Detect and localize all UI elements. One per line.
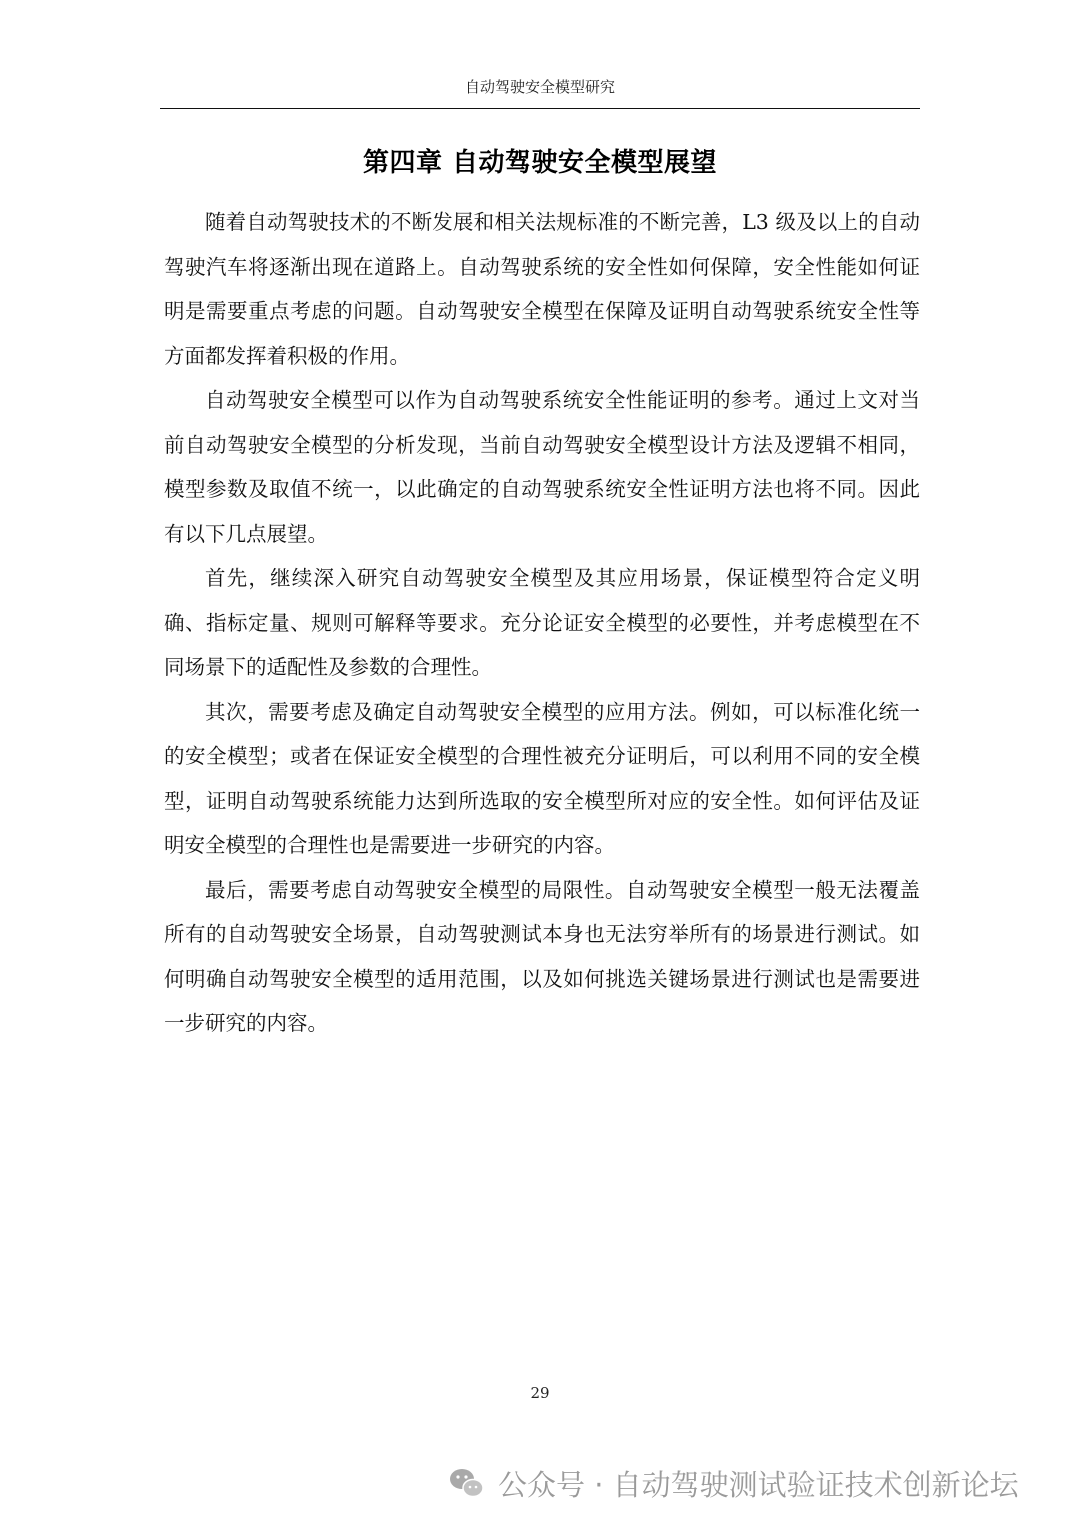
paragraph-5: 最后，需要考虑自动驾驶安全模型的局限性。自动驾驶安全模型一般无法覆盖所有的自动驾驶安全场景，自动驾驶测试本身也无法穷举所有的场景进行测试。如何明确自动驾驶安全模型的适用范围，以及如何挑选关键场景进行测试也是需要进一步研究的内容。 xyxy=(164,877,920,1035)
body-text xyxy=(164,200,920,1046)
running-header: 自动驾驶安全模型研究 xyxy=(464,78,615,96)
watermark xyxy=(448,1458,1019,1508)
header-rule xyxy=(160,108,920,109)
wechat-icon xyxy=(448,1467,486,1499)
paragraph-2: 自动驾驶安全模型可以作为自动驾驶系统安全性能证明的参考。通过上文对当前自动驾驶安全模型的分析发现，当前自动驾驶安全模型设计方法及逻辑不相同，模型参数及取值不统一，以此确定的自动驾驶系统安全性证明方法也将不同。因此有以下几点展望。 xyxy=(164,388,920,546)
paragraph-4: 其次，需要考虑及确定自动驾驶安全模型的应用方法。例如，可以标准化统一的安全模型；或者在保证安全模型的合理性被充分证明后，可以利用不同的安全模型，证明自动驾驶系统能力达到所选取的安全模型所对应的安全性。如何评估及证明安全模型的合理性也是需要进一步研究的内容。 xyxy=(164,699,920,857)
watermark-text: 公众号 · 自动驾驶测试验证技术创新论坛 xyxy=(498,1467,1019,1502)
chapter-title: 第四章 自动驾驶安全模型展望 xyxy=(362,148,718,178)
paragraph-3: 首先，继续深入研究自动驾驶安全模型及其应用场景，保证模型符合定义明确、指标定量、规则可解释等要求。充分论证安全模型的必要性，并考虑模型在不同场景下的适配性及参数的合理性。 xyxy=(164,566,920,679)
page-number: 29 xyxy=(530,1384,550,1402)
paragraph-1: 随着自动驾驶技术的不断发展和相关法规标准的不断完善，L3 级及以上的自动驾驶汽车将逐渐出现在道路上。自动驾驶系统的安全性如何保障，安全性能如何证明是需要重点考虑的问题。自动驾驶安全模型在保障及证明自动驾驶系统安全性等方面都发挥着积极的作用。 xyxy=(164,210,920,368)
